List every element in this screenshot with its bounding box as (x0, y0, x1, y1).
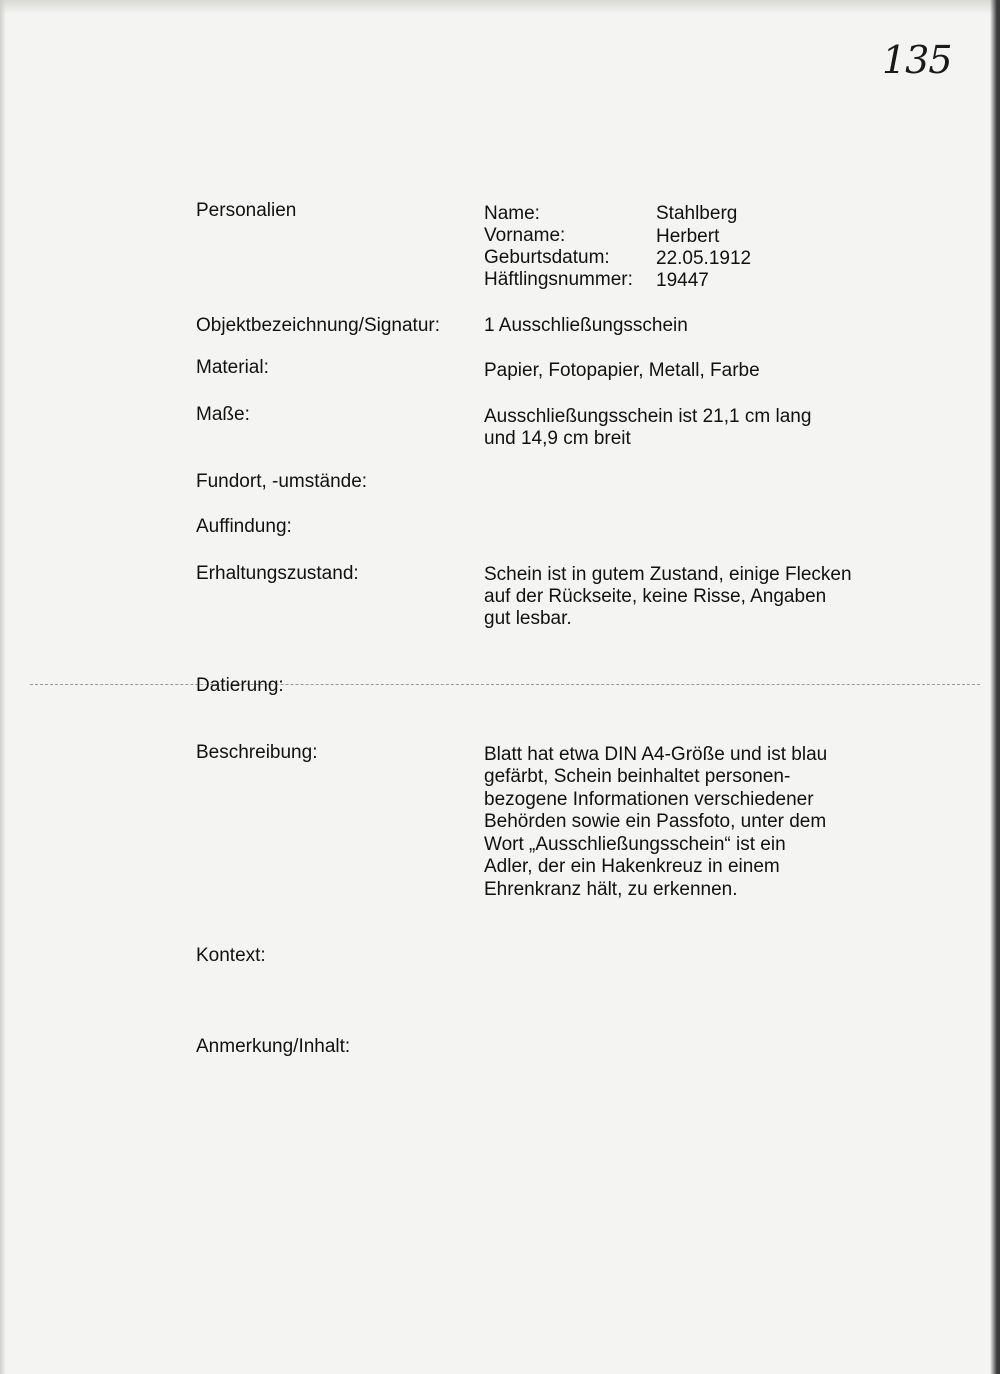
haeftlingsnummer-value: 19447 (656, 270, 709, 291)
beschreibung-line-5: Wort „Ausschließungsschein“ ist ein (484, 834, 786, 855)
auffindung-label: Auffindung: (196, 516, 292, 537)
masse-line-1: Ausschließungsschein ist 21,1 cm lang (484, 406, 812, 427)
datierung-label: Datierung: (196, 675, 284, 696)
erhaltung-line-2: auf der Rückseite, keine Risse, Angaben (484, 586, 827, 607)
scan-shadow-left (0, 0, 6, 1374)
kontext-label: Kontext: (196, 945, 266, 966)
beschreibung-line-3: bezogene Informationen verschiedener (484, 789, 814, 810)
beschreibung-label: Beschreibung: (196, 742, 318, 763)
beschreibung-line-2: gefärbt, Schein beinhaltet personen- (484, 766, 791, 787)
scan-shadow-top (0, 0, 1000, 14)
beschreibung-line-1: Blatt hat etwa DIN A4-Größe und ist blau (484, 744, 828, 765)
scan-edge-right (990, 0, 1000, 1374)
beschreibung-line-6: Adler, der ein Hakenkreuz in einem (484, 856, 780, 877)
anmerkung-label: Anmerkung/Inhalt: (196, 1036, 351, 1057)
masse-line-2: und 14,9 cm breit (484, 428, 631, 449)
vorname-key: Vorname: (484, 225, 566, 246)
erhaltung-line-1: Schein ist in gutem Zustand, einige Flecken (484, 564, 852, 585)
objekt-label: Objektbezeichnung/Signatur: (196, 315, 440, 336)
beschreibung-line-4: Behörden sowie ein Passfoto, unter dem (484, 811, 827, 832)
masse-label: Maße: (196, 404, 250, 425)
erhaltung-label: Erhaltungszustand: (196, 563, 359, 584)
fold-line (30, 684, 980, 685)
objekt-value: 1 Ausschließungsschein (484, 315, 688, 336)
name-value: Stahlberg (656, 203, 738, 224)
name-key: Name: (484, 203, 540, 224)
handwritten-page-number: 135 (882, 38, 952, 82)
vorname-value: Herbert (656, 226, 720, 247)
personalien-label: Personalien (196, 200, 297, 221)
beschreibung-line-7: Ehrenkranz hält, zu erkennen. (484, 879, 738, 900)
erhaltung-line-3: gut lesbar. (484, 608, 572, 629)
geburtsdatum-key: Geburtsdatum: (484, 247, 610, 268)
fundort-label: Fundort, -umstände: (196, 471, 368, 492)
material-value: Papier, Fotopapier, Metall, Farbe (484, 360, 760, 381)
geburtsdatum-value: 22.05.1912 (656, 248, 752, 269)
haeftlingsnummer-key: Häftlingsnummer: (484, 269, 633, 290)
material-label: Material: (196, 357, 269, 378)
